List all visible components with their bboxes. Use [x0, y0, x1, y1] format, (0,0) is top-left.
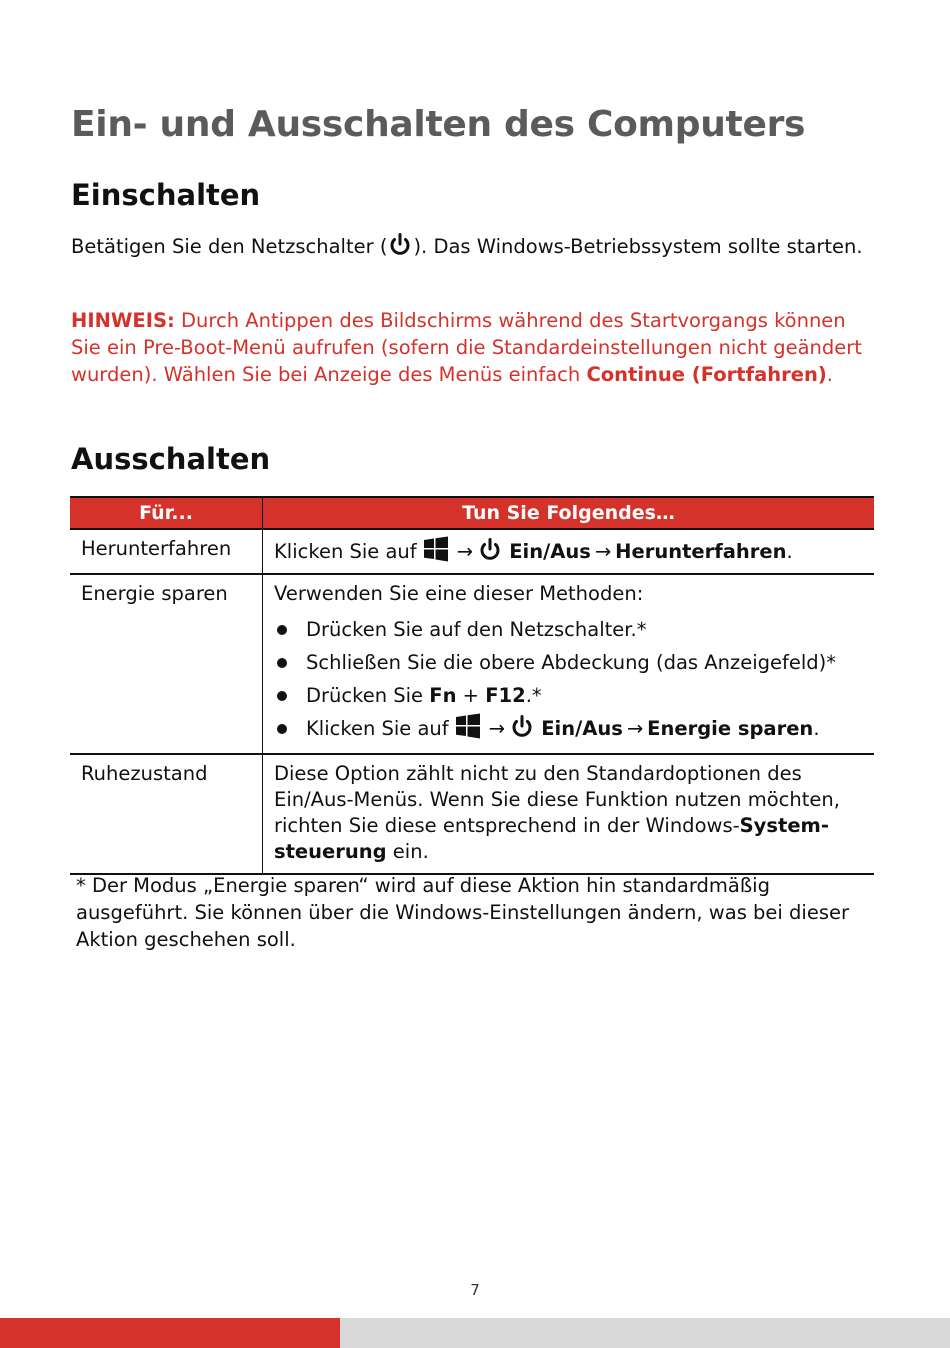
sleep-methods-list [274, 613, 864, 745]
row-action-hibernate [263, 754, 875, 874]
note-end: . [826, 363, 833, 386]
row-label-shutdown: Herunterfahren [70, 529, 263, 574]
item3-plus: + [456, 684, 486, 707]
table-row [70, 754, 874, 874]
shutdown-bold-1: Ein/Aus [509, 540, 591, 563]
table-row [70, 574, 874, 754]
item4-bold-2: Energie sparen [647, 717, 814, 740]
hibernate-bold: System-steuerung [274, 814, 829, 863]
item4-text: Klicken Sie auf [306, 717, 449, 740]
list-item [274, 679, 864, 712]
row-label-hibernate: Ruhezustand [70, 754, 263, 874]
note-text: Durch Antippen des Bildschirms während des Startvorgangs können Sie ein Pre-Boot-Menü aufrufen (sofern die Standardeinstellungen nicht geändert wurden). Wählen Sie bei Anzeige des Menüs einfach [71, 309, 862, 386]
page-number: 7 [470, 1281, 480, 1299]
heading-einschalten: Einschalten [71, 178, 261, 212]
power-icon [388, 232, 412, 258]
footer-bar-accent [0, 1318, 340, 1348]
footer-bar-grey [340, 1318, 950, 1348]
table-row [70, 529, 874, 574]
table-header-action: Tun Sie Folgendes… [263, 497, 875, 529]
note-label: HINWEIS: [71, 309, 175, 332]
power-on-paragraph [71, 232, 871, 260]
hibernate-text: Diese Option zählt nicht zu den Standardoptionen des Ein/Aus-Menüs. Wenn Sie diese Funktion nutzen möchten, richten Sie diese entsprechend in der Windows- [274, 762, 840, 837]
list-item: Drücken Sie auf den Netzschalter.* [274, 613, 864, 646]
row-action-sleep [263, 574, 875, 754]
item4-bold-1: Ein/Aus [541, 717, 623, 740]
power-icon [478, 537, 502, 563]
arrow-right-icon: → [626, 717, 644, 740]
shutdown-bold-2: Herunterfahren [615, 540, 787, 563]
note-paragraph [71, 307, 871, 388]
arrow-right-icon: → [456, 540, 474, 563]
heading-ausschalten: Ausschalten [71, 442, 271, 476]
windows-icon [455, 713, 481, 739]
hibernate-end: ein. [386, 840, 429, 863]
arrow-right-icon: → [594, 540, 612, 563]
item3-pre: Drücken Sie [306, 684, 430, 707]
power-on-text-2: ). Das Windows-Betriebssystem sollte starten. [413, 235, 863, 258]
note-bold: Continue (Fortfahren) [586, 363, 827, 386]
footnote: * Der Modus „Energie sparen“ wird auf diese Aktion hin standardmäßig ausgeführt. Sie können über die Windows-Einstellungen ändern, was bei dieser Aktion geschehen soll. [76, 874, 850, 951]
power-icon [510, 714, 534, 740]
item3-end: .* [525, 684, 542, 707]
sleep-intro: Verwenden Sie eine dieser Methoden: [274, 582, 644, 605]
key-fn: Fn [429, 684, 457, 707]
shutdown-table [70, 496, 874, 875]
row-label-sleep: Energie sparen [70, 574, 263, 754]
table-header-row [70, 497, 874, 529]
arrow-right-icon: → [488, 717, 506, 740]
list-item: Schließen Sie die obere Abdeckung (das Anzeigefeld)* [274, 646, 864, 679]
list-item [274, 712, 864, 745]
row-action-shutdown [263, 529, 875, 574]
item4-end: . [813, 717, 820, 740]
table-header-for: Für... [70, 497, 263, 529]
shutdown-end: . [786, 540, 793, 563]
power-on-text-1: Betätigen Sie den Netzschalter ( [71, 235, 388, 258]
key-f12: F12 [485, 684, 526, 707]
page-title: Ein- und Ausschalten des Computers [71, 104, 806, 145]
windows-icon [423, 536, 449, 562]
shutdown-text: Klicken Sie auf [274, 540, 417, 563]
